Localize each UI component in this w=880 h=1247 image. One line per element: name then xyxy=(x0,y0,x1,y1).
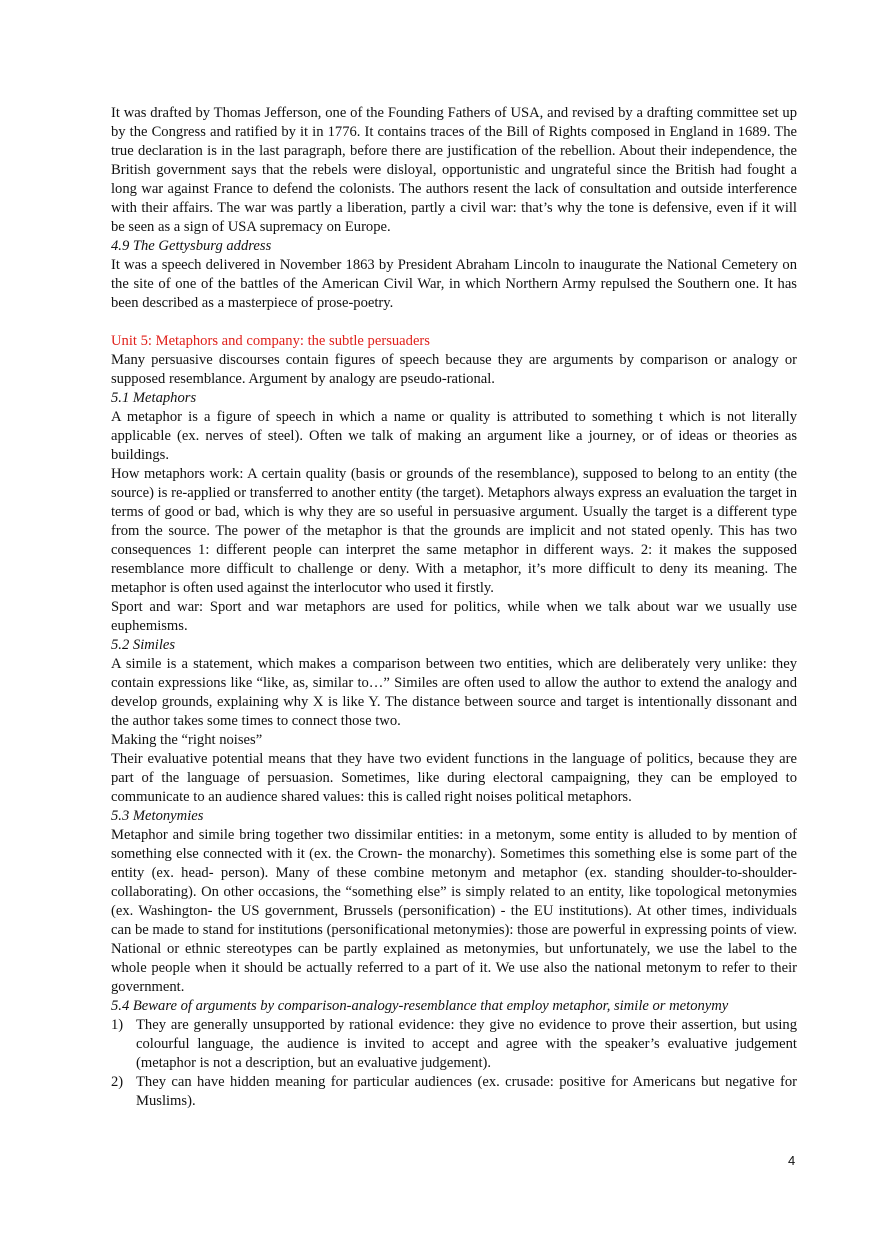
paragraph-declaration: It was drafted by Thomas Jefferson, one of the Founding Fathers of USA, and revised by a drafting committee set up by the Congress and ratified by it in 1776. It contains traces of the Bill of Rights composed in England in 1689. The true declaration is in the last paragraph, before there are justification of the rebellion. About their independence, the British government says that the rebels were disloyal, opportunistic and ungrateful since the British had fought a long war against France to defend the colonists. The authors resent the lack of consultation and outside interference with their affairs. The war was partly a liberation, partly a civil war: that’s why the tone is defensive, even if it will be seen as a sign of USA supremacy on Europe. xyxy=(111,105,797,235)
list-item-text: They are generally unsupported by rational evidence: they give no evidence to prove their assertion, but using colourful language, the audience is invited to accept and agree with the speaker’s evaluative judgement (metaphor is not a description, but an evaluative judgement). xyxy=(136,1017,797,1071)
list-item-text: They can have hidden meaning for particular audiences (ex. crusade: positive for Americans but negative for Muslims). xyxy=(136,1074,797,1109)
unit-5-title: Unit 5: Metaphors and company: the subtle persuaders xyxy=(111,333,430,349)
paragraph-simile-definition: A simile is a statement, which makes a comparison between two entities, which are deliberately very unlike: they contain expressions like “like, as, similar to…” Similes are often used to allow the author to extend the analogy and develop grounds, explaining why X is like Y. The distance between source and target is intentionally dissonant and the author takes some times to connect those two. xyxy=(111,656,797,729)
paragraph-evaluative-potential: Their evaluative potential means that they have two evident functions in the language of politics, because they are part of the language of persuasion. Sometimes, like during electoral campaigning, they can be employed to communicate to an audience shared values: this is called right noises political metaphors. xyxy=(111,751,797,805)
heading-5-4: 5.4 Beware of arguments by comparison-analogy-resemblance that employ metaphor, simile or metonymy xyxy=(111,998,729,1014)
heading-5-1: 5.1 Metaphors xyxy=(111,390,197,406)
heading-5-2: 5.2 Similes xyxy=(111,637,176,653)
list-item xyxy=(111,1016,797,1073)
list-item-number: 2) xyxy=(111,1074,124,1090)
list-item xyxy=(111,1073,797,1111)
paragraph-metonymies: Metaphor and simile bring together two dissimilar entities: in a metonym, some entity is alluded to by mention of something else connected with it (ex. the Crown- the monarchy). Sometimes this something else is some part of the entity (ex. head- person). Many of these combine metonym and metaphor (ex. standing shoulder-to-shoulder- collaborating). On other occasions, the “something else” is simply related to an entity, like topological metonymies (ex. Washington- the US government, Brussels (personification) - the EU institutions). At other times, individuals can be made to stand for institutions (personificational metonymies): those are powerful in expressing points of view. National or ethnic stereotypes can be partly explained as metonymies, but unfortunately, we use the label to the whole people when it should be actually referred to a part of it. We use also the national metonym to refer to their government. xyxy=(111,827,797,995)
list-item-number: 1) xyxy=(111,1017,124,1033)
heading-4-9: 4.9 The Gettysburg address xyxy=(111,238,272,254)
paragraph-right-noises-label: Making the “right noises” xyxy=(111,732,263,748)
paragraph-how-metaphors-work: How metaphors work: A certain quality (basis or grounds of the resemblance), supposed to belong to an entity (the source) is re-applied or transferred to another entity (the target). Metaphors always express an evaluation the target in terms of good or bad, which is why they are so useful in persuasive argument. Usually the target is a different type from the source. The power of the metaphor is that the grounds are implicit and not stated openly. This has two consequences 1: different people can interpret the same metaphor in different ways. 2: it makes the supposed resemblance more difficult to challenge or deny. With a metaphor, it’s more difficult to deny its meaning. The metaphor is often used against the interlocutor who used it firstly. xyxy=(111,466,797,596)
paragraph-sport-and-war: Sport and war: Sport and war metaphors are used for politics, while when we talk about war we usually use euphemisms. xyxy=(111,599,797,634)
paragraph-unit5-intro: Many persuasive discourses contain figures of speech because they are arguments by comparison or analogy or supposed resemblance. Argument by analogy are pseudo-rational. xyxy=(111,352,797,387)
beware-list xyxy=(111,1016,797,1111)
page-body xyxy=(111,104,797,1111)
page-number: 4 xyxy=(788,1153,796,1168)
paragraph-metaphor-definition: A metaphor is a figure of speech in which a name or quality is attributed to something t which is not literally applicable (ex. nerves of steel). Often we talk of making an argument like a journey, or of ideas or theories as buildings. xyxy=(111,409,797,463)
heading-5-3: 5.3 Metonymies xyxy=(111,808,204,824)
paragraph-gettysburg: It was a speech delivered in November 1863 by President Abraham Lincoln to inaugurate the National Cemetery on the site of one of the battles of the American Civil War, in which Northern Army repulsed the Southern one. It has been described as a masterpiece of prose-poetry. xyxy=(111,257,797,311)
